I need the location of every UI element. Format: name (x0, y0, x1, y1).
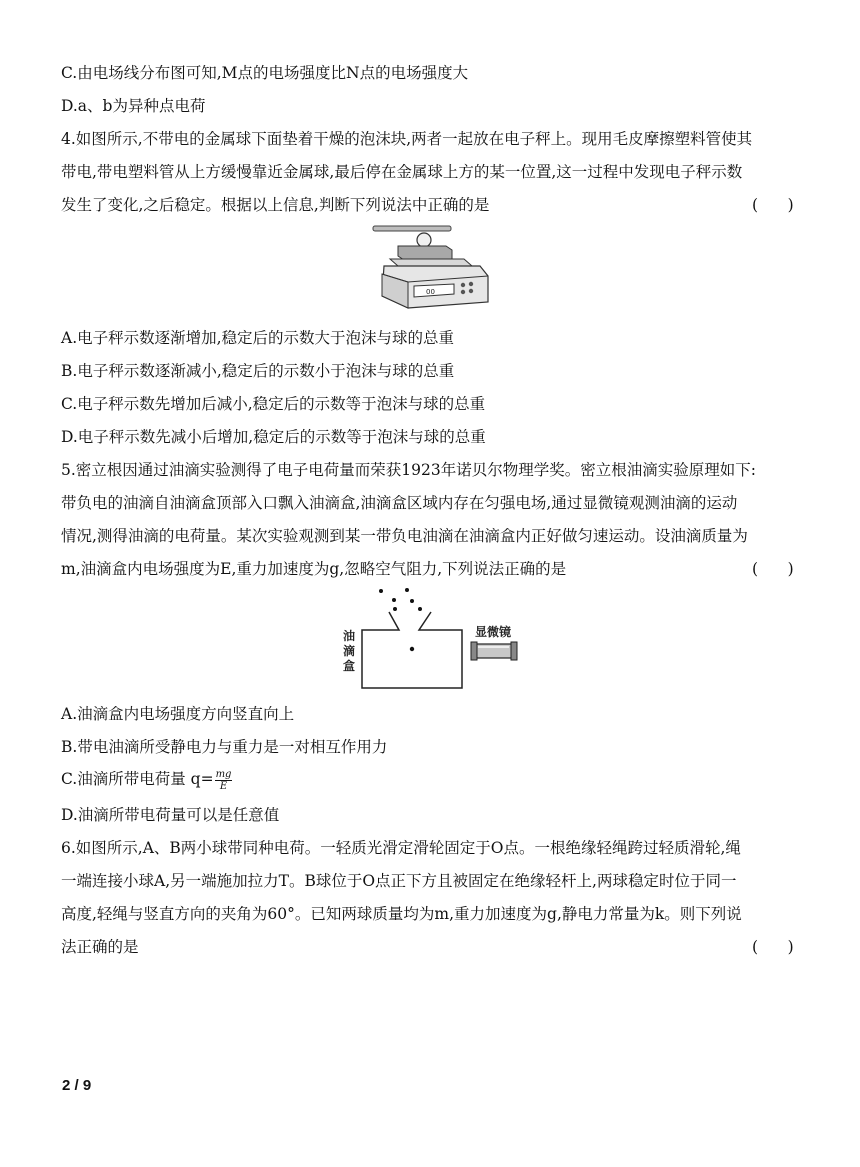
q4-option-d: D.电子秤示数先减小后增加,稳定后的示数等于泡沫与球的总重 (61, 428, 486, 446)
oil-drop-box-label-3: 盒 (343, 659, 356, 673)
fraction-denominator: E (219, 780, 228, 792)
q5-option-c-text: C.油滴所带电荷量 q= (61, 770, 214, 788)
metal-ball (417, 233, 431, 247)
q4-stem-line-3: 发生了变化,之后稳定。根据以上信息,判断下列说法中正确的是 (61, 196, 490, 214)
q4-option-c: C.电子秤示数先增加后减小,稳定后的示数等于泡沫与球的总重 (61, 395, 486, 413)
electronic-scale-figure (368, 222, 496, 312)
oil-drop-box-label-1: 油 (343, 629, 356, 643)
charge-fraction (215, 769, 233, 792)
q4-option-a: A.电子秤示数逐渐增加,稳定后的示数大于泡沫与球的总重 (61, 329, 455, 347)
q4-stem-line-2: 带电,带电塑料管从上方缓慢靠近金属球,最后停在金属球上方的某一位置,这一过程中发现电子秤示数 (61, 163, 743, 181)
microscope-icon (471, 642, 517, 660)
scale-button (469, 282, 473, 286)
q3-option-d: D.a、b为异种点电荷 (61, 97, 206, 115)
q5-stem-line-4: m,油滴盒内电场强度为E,重力加速度为g,忽略空气阻力,下列说法正确的是 (61, 560, 567, 578)
q6-answer-paren: ( ) (752, 938, 794, 956)
q4-stem-line-1: 4.如图所示,不带电的金属球下面垫着干燥的泡沫块,两者一起放在电子秤上。现用毛皮摩擦塑料管使其 (61, 130, 753, 148)
scale-button (469, 289, 473, 293)
oil-droplet (410, 599, 414, 603)
q6-stem-line-3: 高度,轻绳与竖直方向的夹角为60°。已知两球质量均为m,重力加速度为g,静电力常量为k。则下列说 (61, 905, 742, 923)
oil-droplet (405, 588, 409, 592)
q5-option-a: A.油滴盒内电场强度方向竖直向上 (61, 705, 295, 723)
foam-block (398, 246, 452, 260)
oil-droplet (379, 589, 383, 593)
q6-stem-line-4: 法正确的是 (61, 938, 139, 956)
q5-stem-line-1: 5.密立根因通过油滴实验测得了电子电荷量而荣获1923年诺贝尔物理学奖。密立根油滴实验原理如下: (61, 461, 756, 479)
q3-option-c: C.由电场线分布图可知,M点的电场强度比N点的电场强度大 (61, 64, 469, 82)
scale-pan (390, 259, 472, 266)
q5-option-c (61, 768, 232, 792)
plastic-tube (373, 226, 451, 231)
oil-drop-figure (335, 584, 525, 694)
q5-option-b: B.带电油滴所受静电力与重力是一对相互作用力 (61, 738, 388, 756)
fraction-numerator: mg (215, 768, 232, 780)
scale-display-value: 00 (426, 288, 435, 296)
oil-droplet (392, 598, 396, 602)
microscope-label: 显微镜 (475, 625, 512, 639)
q5-option-d: D.油滴所带电荷量可以是任意值 (61, 806, 280, 824)
q5-stem-line-3: 情况,测得油滴的电荷量。某次实验观测到某一带负电油滴在油滴盒内正好做匀速运动。设油滴质量为 (61, 527, 748, 545)
scale-button (461, 283, 465, 287)
oil-drop-box-label-2: 滴 (343, 644, 356, 658)
oil-droplet (418, 607, 422, 611)
q6-stem-line-1: 6.如图所示,A、B两小球带同种电荷。一轻质光滑定滑轮固定于O点。一根绝缘轻绳跨过轻质滑轮,绳 (61, 839, 741, 857)
page-number: 2 / 9 (62, 1077, 92, 1094)
q5-answer-paren: ( ) (752, 560, 794, 578)
q5-stem-line-2: 带负电的油滴自油滴盒顶部入口飘入油滴盒,油滴盒区域内存在匀强电场,通过显微镜观测油滴的运动 (61, 494, 738, 512)
q4-answer-paren: ( ) (752, 196, 794, 214)
scale-button (461, 290, 465, 294)
oil-droplet-in-box (410, 647, 414, 651)
q6-stem-line-2: 一端连接小球A,另一端施加拉力T。B球位于O点正下方且被固定在绝缘轻杆上,两球稳定时位于同一 (61, 872, 737, 890)
q4-option-b: B.电子秤示数逐渐减小,稳定后的示数小于泡沫与球的总重 (61, 362, 455, 380)
oil-droplet (393, 607, 397, 611)
